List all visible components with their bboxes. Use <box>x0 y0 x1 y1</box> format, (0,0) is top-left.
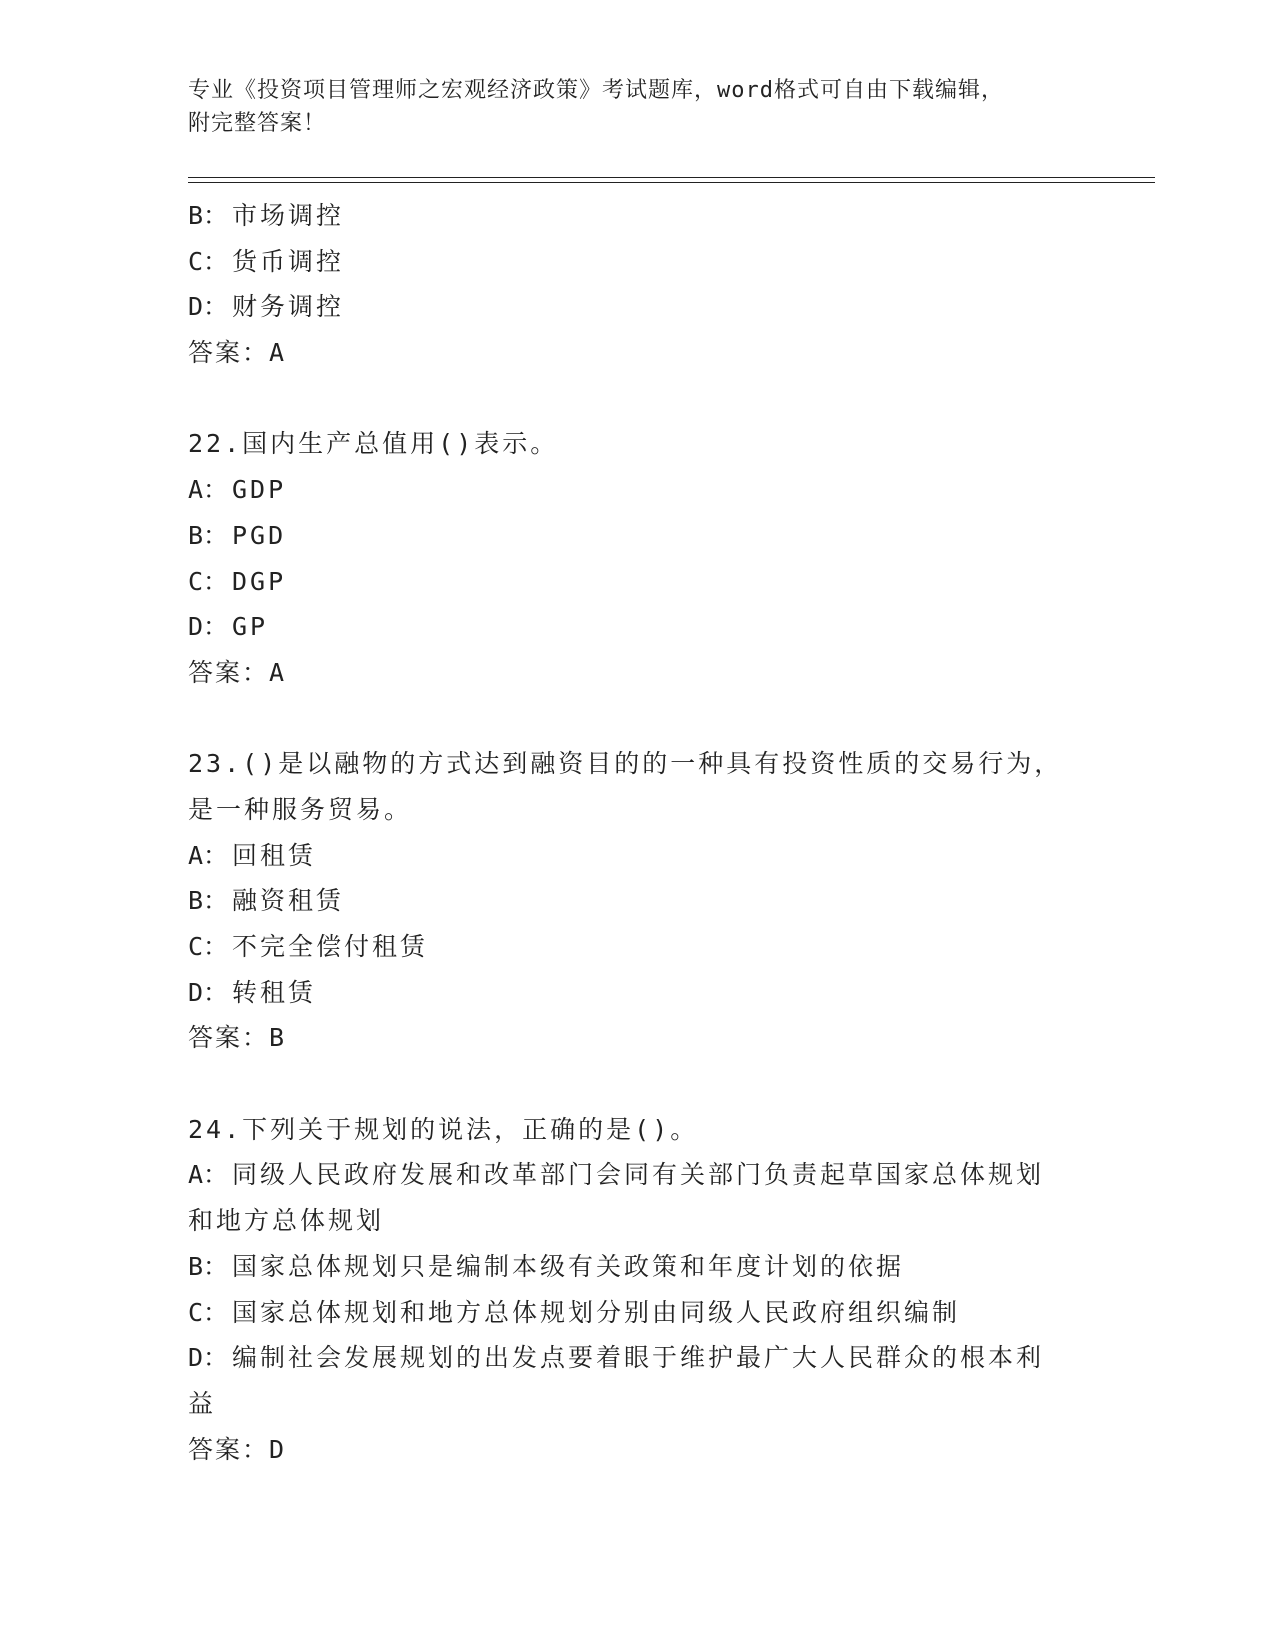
spacer <box>188 696 1088 742</box>
question-22 <box>188 421 1088 695</box>
option-b: B： PGD <box>188 520 287 550</box>
spacer <box>188 1061 1088 1107</box>
question-list <box>188 193 1088 1472</box>
option-c: C： 国家总体规划和地方总体规划分别由同级人民政府组织编制 <box>188 1297 961 1327</box>
header-line-2: 附完整答案！ <box>188 111 327 136</box>
option-d: D： GP <box>188 612 269 642</box>
option-d: D： 财务调控 <box>188 292 345 322</box>
option-c: C： 不完全偿付租赁 <box>188 932 429 961</box>
option-d-continued: 益 <box>188 1388 217 1418</box>
option-d: D： 转租赁 <box>188 977 317 1007</box>
option-a: A： GDP <box>188 475 287 505</box>
header-divider-bottom <box>188 182 1155 183</box>
option-c: C： DGP <box>188 566 287 596</box>
question-stem: 24.下列关于规划的说法，正确的是()。 <box>188 1114 699 1144</box>
question-stem: 23.()是以融物的方式达到融资目的的一种具有投资性质的交易行为， <box>188 749 1063 779</box>
answer-line: 答案：D <box>188 1434 287 1464</box>
option-a: A： 回租赁 <box>188 840 317 870</box>
answer-line: 答案：B <box>188 1023 287 1053</box>
answer-line: 答案：A <box>188 338 287 368</box>
option-b: B： 市场调控 <box>188 201 345 230</box>
option-b: B： 融资租赁 <box>188 886 345 916</box>
answer-line: 答案：A <box>188 657 287 687</box>
header-divider-top <box>188 177 1155 178</box>
option-a: A： 同级人民政府发展和改革部门会同有关部门负责起草国家总体规划 <box>188 1160 1045 1190</box>
question-21-continued <box>188 193 1088 376</box>
question-23 <box>188 741 1088 1061</box>
question-stem: 22.国内生产总值用()表示。 <box>188 429 559 459</box>
question-24 <box>188 1107 1088 1473</box>
header-line-1: 专业《投资项目管理师之宏观经济政策》考试题库，word格式可自由下载编辑， <box>188 78 1004 103</box>
spacer <box>188 376 1088 422</box>
option-a-continued: 和地方总体规划 <box>188 1206 385 1236</box>
document-header <box>188 74 1088 140</box>
option-b: B： 国家总体规划只是编制本级有关政策和年度计划的依据 <box>188 1251 905 1281</box>
option-c: C： 货币调控 <box>188 246 345 276</box>
question-stem-continued: 是一种服务贸易。 <box>188 794 413 824</box>
option-d: D： 编制社会发展规划的出发点要着眼于维护最广大人民群众的根本利 <box>188 1343 1045 1373</box>
